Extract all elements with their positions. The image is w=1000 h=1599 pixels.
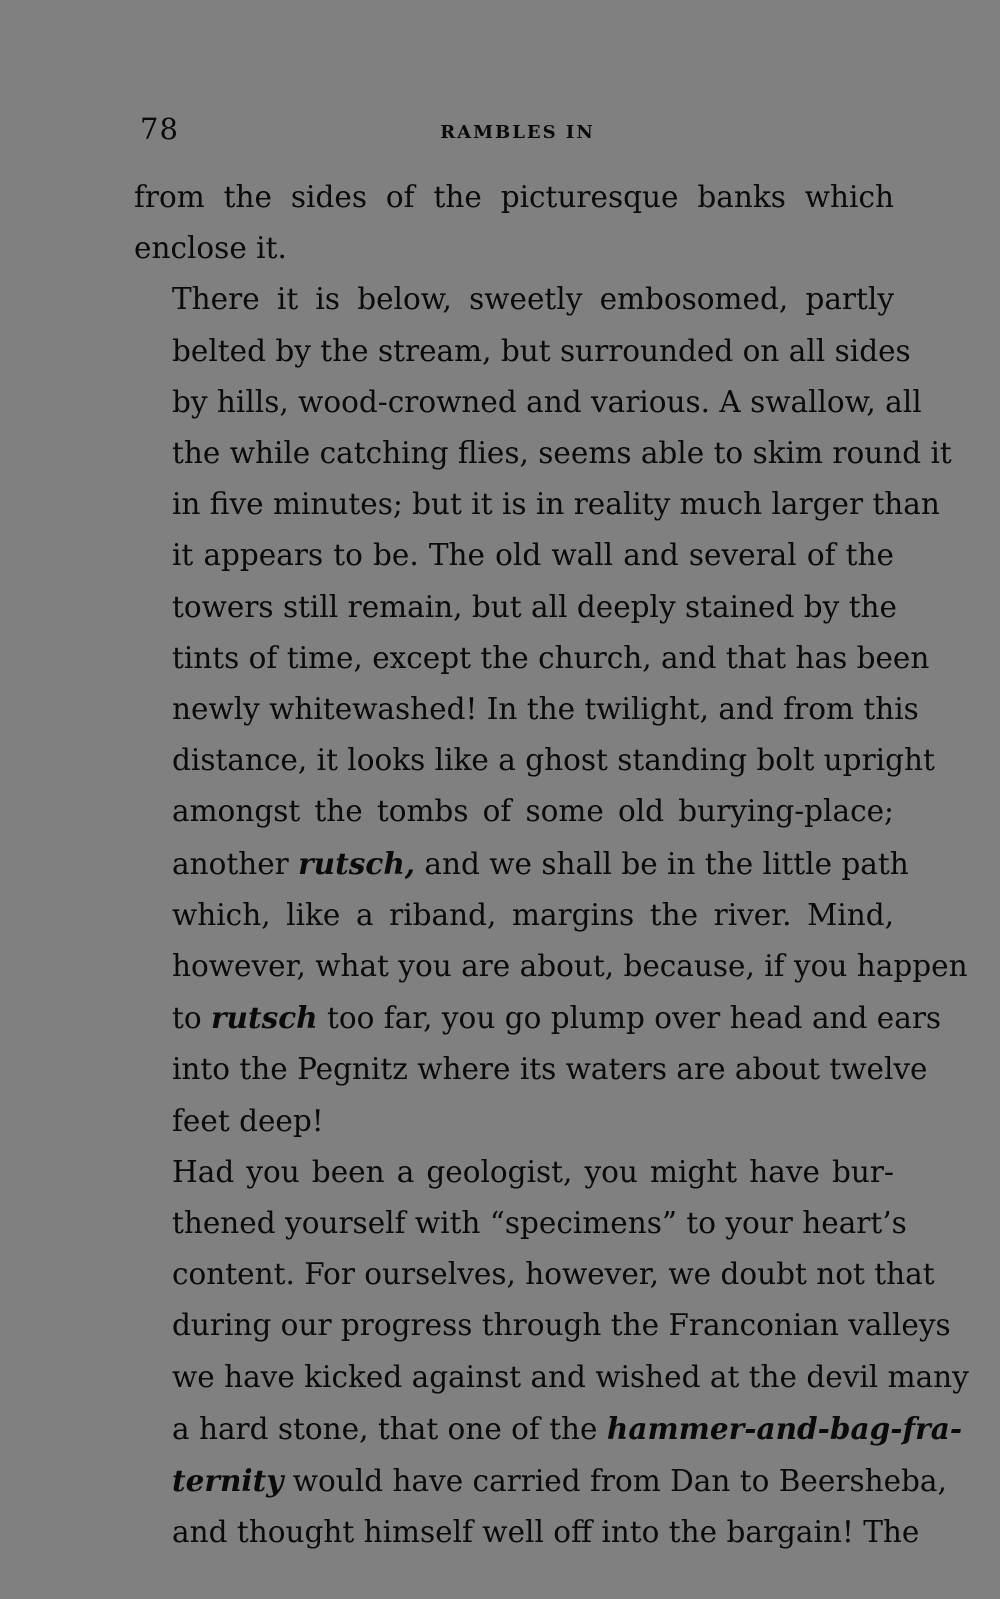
running-head: RAMBLES IN bbox=[440, 122, 595, 143]
italic-term: hammer-and-bag-fra- bbox=[606, 1410, 963, 1446]
italic-term: ternity bbox=[172, 1463, 284, 1499]
page-header bbox=[140, 112, 895, 152]
text-line: Had you been a geologist, you might have bur- bbox=[172, 1154, 894, 1189]
text-line: and thought himself well off into the bargain! The bbox=[172, 1515, 920, 1550]
paragraph-1 bbox=[134, 172, 894, 274]
text-line: thened yourself with “specimens” to your heart’s bbox=[172, 1206, 907, 1241]
italic-term: rutsch bbox=[211, 1000, 318, 1036]
text-line: enclose it. bbox=[134, 231, 287, 266]
text-line: however, what you are about, because, if you happen bbox=[172, 949, 968, 984]
text-line: amongst the tombs of some old burying-place; bbox=[172, 794, 894, 829]
text-line: towers still remain, but all deeply stained by the bbox=[172, 589, 898, 624]
text-line: we have kicked against and wished at the devil many bbox=[172, 1359, 969, 1394]
text-line: ternity would have carried from Dan to Beersheba, bbox=[172, 1463, 947, 1499]
text-line: the while catching flies, seems able to skim round it bbox=[172, 436, 952, 471]
paragraph-3 bbox=[134, 1147, 969, 1559]
text-line: which, like a riband, margins the river. Mind, bbox=[172, 897, 894, 932]
text-line: during our progress through the Franconian valleys bbox=[172, 1308, 951, 1343]
text-line: content. For ourselves, however, we doubt not that bbox=[172, 1257, 935, 1292]
text-line: tints of time, except the church, and that has been bbox=[172, 640, 930, 675]
text-line: distance, it looks like a ghost standing bolt upright bbox=[172, 743, 935, 778]
text-line: by hills, wood-crowned and various. A swallow, all bbox=[172, 384, 922, 419]
italic-term: rutsch, bbox=[298, 845, 416, 881]
text-line: from the sides of the picturesque banks which bbox=[134, 180, 894, 214]
text-line: feet deep! bbox=[172, 1103, 324, 1138]
text-line: in five minutes; but it is in reality much larger than bbox=[172, 487, 940, 522]
text-line: it appears to be. The old wall and several of the bbox=[172, 538, 894, 573]
paragraph-2 bbox=[134, 274, 968, 1146]
page-number: 78 bbox=[140, 112, 179, 146]
text-line: another rutsch, and we shall be in the little path bbox=[172, 845, 909, 881]
text-line: into the Pegnitz where its waters are about twelve bbox=[172, 1052, 928, 1087]
text-line: newly whitewashed! In the twilight, and from this bbox=[172, 692, 919, 727]
text-line: There it is below, sweetly embosomed, partly bbox=[172, 282, 894, 317]
text-line: belted by the stream, but surrounded on all sides bbox=[172, 333, 911, 368]
text-line: a hard stone, that one of the hammer-and-bag-fra- bbox=[172, 1410, 963, 1446]
text-line: to rutsch too far, you go plump over head and ears bbox=[172, 1000, 942, 1036]
body-text bbox=[134, 172, 969, 1558]
